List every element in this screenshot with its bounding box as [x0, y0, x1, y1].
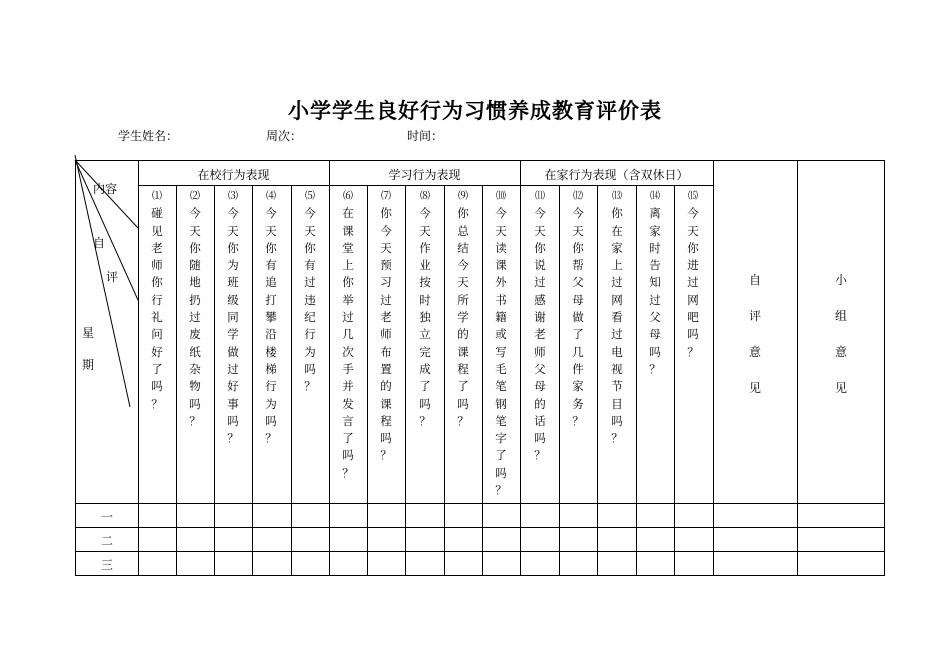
question-char: 你	[457, 206, 469, 221]
question-char: 写	[495, 344, 507, 359]
question-char: 所	[457, 292, 469, 307]
question-char: 立	[419, 327, 431, 342]
time-label: 时间：	[407, 129, 444, 143]
question-number: ⑸	[305, 191, 315, 202]
question-column-15	[684, 188, 702, 361]
question-char: 吗	[457, 396, 469, 411]
question-char: 课	[457, 344, 469, 359]
question-char: 天	[419, 223, 431, 238]
question-char: 总	[457, 223, 469, 238]
question-column-1	[148, 188, 166, 413]
question-char: 了	[457, 379, 469, 394]
question-char: 礼	[151, 310, 163, 325]
question-char: 预	[380, 258, 392, 273]
question-number: ⑾	[535, 191, 545, 202]
question-char: 告	[649, 258, 661, 273]
group-opinion-char: 见	[834, 381, 847, 395]
question-column-6	[339, 188, 357, 482]
question-char: 为	[227, 258, 239, 273]
group-home-header: 在家行为表现（含双休日）	[544, 168, 689, 182]
question-char: ？	[265, 431, 277, 446]
question-char: 今	[534, 206, 546, 221]
group-study-header: 学习行为表现	[388, 168, 461, 182]
question-char: 外	[495, 275, 507, 290]
question-char: 过	[342, 310, 354, 325]
question-char: 过	[649, 292, 661, 307]
group-opinion-char: 小	[834, 273, 847, 287]
question-char: 毛	[495, 361, 507, 376]
question-char: 你	[572, 240, 584, 255]
question-char: 天	[304, 223, 316, 238]
question-char: 程	[380, 413, 392, 428]
question-char: 你	[227, 240, 239, 255]
question-char: 为	[304, 344, 316, 359]
question-char: 今	[380, 223, 392, 238]
question-char: 行	[304, 327, 316, 342]
question-number: ⒂	[688, 191, 698, 202]
question-number: ⑹	[343, 191, 353, 202]
question-char: 行	[151, 292, 163, 307]
self-opinion-text	[747, 262, 763, 406]
question-char: ？	[572, 413, 584, 428]
question-column-14	[646, 188, 664, 378]
question-column-8	[416, 188, 434, 430]
question-column-13	[608, 188, 626, 447]
question-char: 时	[419, 292, 431, 307]
question-column-4	[262, 188, 280, 447]
question-char: 今	[457, 258, 469, 273]
question-char: 班	[227, 275, 239, 290]
question-char: 过	[380, 292, 392, 307]
question-char: 有	[304, 258, 316, 273]
question-char: 书	[495, 292, 507, 307]
question-char: 天	[457, 275, 469, 290]
question-char: ？	[457, 413, 469, 428]
question-char: 几	[572, 344, 584, 359]
question-char: ？	[227, 431, 239, 446]
question-char: 吗	[534, 431, 546, 446]
question-char: 过	[534, 275, 546, 290]
question-char: 过	[611, 327, 623, 342]
question-char: 母	[649, 327, 661, 342]
question-char: 杂	[189, 361, 201, 376]
question-char: 并	[342, 379, 354, 394]
question-char: 父	[649, 310, 661, 325]
question-char: 天	[380, 240, 392, 255]
question-char: 举	[342, 292, 354, 307]
question-char: 看	[611, 310, 623, 325]
question-char: 在	[611, 223, 623, 238]
question-char: 今	[227, 206, 239, 221]
question-char: 目	[611, 396, 623, 411]
question-char: 今	[419, 206, 431, 221]
question-char: 吗	[342, 448, 354, 463]
question-column-5	[301, 188, 319, 396]
question-char: 你	[304, 240, 316, 255]
question-char: 发	[342, 396, 354, 411]
question-char: 天	[495, 223, 507, 238]
question-char: 学	[227, 327, 239, 342]
question-char: 今	[572, 206, 584, 221]
question-char: 作	[419, 240, 431, 255]
question-char: 了	[419, 379, 431, 394]
question-char: 行	[265, 379, 277, 394]
question-char: 你	[534, 240, 546, 255]
group-opinion-text	[833, 262, 849, 406]
question-char: 老	[380, 310, 392, 325]
question-char: 时	[649, 240, 661, 255]
question-char: 师	[151, 258, 163, 273]
question-char: 学	[457, 310, 469, 325]
question-char: 置	[380, 361, 392, 376]
question-char: 课	[380, 396, 392, 411]
question-column-2	[186, 188, 204, 430]
question-char: 进	[687, 258, 699, 273]
question-char: 为	[265, 396, 277, 411]
question-char: 字	[495, 431, 507, 446]
question-char: 上	[342, 258, 354, 273]
question-char: 今	[495, 206, 507, 221]
question-char: 父	[572, 275, 584, 290]
question-number: ⑻	[420, 191, 430, 202]
question-char: ？	[495, 483, 507, 498]
question-char: 了	[572, 327, 584, 342]
question-char: ？	[342, 465, 354, 480]
row-label-1: 一	[100, 510, 113, 524]
question-char: 好	[151, 344, 163, 359]
question-char: 家	[611, 240, 623, 255]
question-char: 师	[380, 327, 392, 342]
question-char: 梯	[265, 361, 277, 376]
question-char: 老	[151, 240, 163, 255]
question-char: 天	[572, 223, 584, 238]
question-char: 上	[611, 258, 623, 273]
question-char: ？	[151, 396, 163, 411]
question-char: 吗	[227, 413, 239, 428]
question-char: 追	[265, 275, 277, 290]
question-char: 老	[534, 327, 546, 342]
question-char: 籍	[495, 310, 507, 325]
question-char: 家	[649, 223, 661, 238]
question-char: 有	[265, 258, 277, 273]
self-opinion-char: 见	[748, 381, 761, 395]
question-char: 天	[265, 223, 277, 238]
question-char: ？	[649, 361, 661, 376]
question-char: 成	[419, 361, 431, 376]
question-char: 吗	[649, 344, 661, 359]
question-char: 件	[572, 361, 584, 376]
question-char: 网	[687, 292, 699, 307]
question-char: 今	[304, 206, 316, 221]
self-opinion-char: 意	[748, 345, 761, 359]
question-char: 吧	[687, 310, 699, 325]
question-char: 碰	[151, 206, 163, 221]
question-char: 吗	[151, 379, 163, 394]
question-number: ⑼	[458, 191, 468, 202]
question-char: 课	[342, 223, 354, 238]
corner-eval-label: 评	[106, 270, 119, 284]
question-char: 你	[265, 240, 277, 255]
question-char: 过	[687, 275, 699, 290]
question-char: 吗	[419, 396, 431, 411]
question-char: 完	[419, 344, 431, 359]
corner-self-label: 自	[93, 236, 106, 250]
question-char: 言	[342, 413, 354, 428]
question-char: 的	[534, 396, 546, 411]
question-char: 纸	[189, 344, 201, 359]
question-char: 课	[495, 258, 507, 273]
question-char: 今	[265, 206, 277, 221]
week-label: 周次：	[266, 129, 303, 143]
question-char: 今	[687, 206, 699, 221]
question-char: 钢	[495, 396, 507, 411]
question-char: 你	[189, 240, 201, 255]
question-char: 堂	[342, 240, 354, 255]
question-char: 天	[227, 223, 239, 238]
question-column-9	[454, 188, 472, 430]
group-opinion-char: 意	[834, 345, 847, 359]
question-column-7	[377, 188, 395, 465]
corner-qi-label: 期	[82, 358, 95, 372]
question-char: 问	[151, 327, 163, 342]
question-char: 过	[611, 275, 623, 290]
question-char: 离	[649, 206, 661, 221]
question-char: 笔	[495, 413, 507, 428]
corner-content-label: 内容	[93, 182, 118, 196]
question-char: 随	[189, 258, 201, 273]
question-char: 天	[687, 223, 699, 238]
question-char: ？	[611, 431, 623, 446]
question-char: ？	[419, 413, 431, 428]
question-char: 务	[572, 396, 584, 411]
question-char: 母	[572, 292, 584, 307]
question-char: 过	[189, 310, 201, 325]
question-column-3	[224, 188, 242, 447]
question-char: 按	[419, 275, 431, 290]
question-char: 了	[151, 361, 163, 376]
question-char: 地	[189, 275, 201, 290]
corner-xing-label: 星	[82, 326, 95, 340]
question-char: 天	[534, 223, 546, 238]
question-char: 读	[495, 240, 507, 255]
question-char: 知	[649, 275, 661, 290]
question-char: 结	[457, 240, 469, 255]
question-char: 你	[151, 275, 163, 290]
question-char: ？	[304, 379, 316, 394]
row-label-3: 三	[100, 558, 113, 572]
question-char: 吗	[611, 413, 623, 428]
student-name-label: 学生姓名：	[118, 129, 179, 143]
question-char: 见	[151, 223, 163, 238]
self-opinion-char: 自	[748, 273, 761, 287]
question-char: 事	[227, 396, 239, 411]
question-char: 父	[534, 361, 546, 376]
question-char: 吗	[304, 361, 316, 376]
question-char: 在	[342, 206, 354, 221]
question-char: ？	[687, 344, 699, 359]
question-char: 你	[342, 275, 354, 290]
question-number: ⑿	[573, 191, 583, 202]
question-char: 网	[611, 292, 623, 307]
question-char: 业	[419, 258, 431, 273]
question-char: 级	[227, 292, 239, 307]
question-char: 做	[572, 310, 584, 325]
question-char: 师	[534, 344, 546, 359]
question-char: 视	[611, 361, 623, 376]
self-opinion-char: 评	[748, 309, 761, 323]
question-char: 打	[265, 292, 277, 307]
question-number: ⑴	[152, 191, 162, 202]
question-char: ？	[380, 448, 392, 463]
question-char: 攀	[265, 310, 277, 325]
question-char: 楼	[265, 344, 277, 359]
question-char: 吗	[687, 327, 699, 342]
question-char: 吗	[380, 431, 392, 446]
question-char: 违	[304, 292, 316, 307]
question-char: 或	[495, 327, 507, 342]
page-title: 小学学生良好行为习惯养成教育评价表	[288, 99, 662, 123]
question-char: 的	[380, 379, 392, 394]
question-char: 布	[380, 344, 392, 359]
question-char: ？	[189, 413, 201, 428]
question-char: 今	[189, 206, 201, 221]
question-char: 程	[457, 361, 469, 376]
question-char: ？	[534, 448, 546, 463]
question-number: ⑶	[228, 191, 238, 202]
question-char: 帮	[572, 258, 584, 273]
question-char: 习	[380, 275, 392, 290]
question-char: 独	[419, 310, 431, 325]
question-char: 沿	[265, 327, 277, 342]
question-char: 几	[342, 327, 354, 342]
question-char: 谢	[534, 310, 546, 325]
question-char: 过	[304, 275, 316, 290]
question-char: 了	[342, 431, 354, 446]
question-char: 次	[342, 344, 354, 359]
question-char: 同	[227, 310, 239, 325]
question-column-10	[492, 188, 510, 499]
group-opinion-char: 组	[834, 309, 847, 323]
question-char: 感	[534, 292, 546, 307]
question-char: 吗	[265, 413, 277, 428]
question-char: 扔	[189, 292, 201, 307]
question-char: 话	[534, 413, 546, 428]
question-char: 电	[611, 344, 623, 359]
question-char: 你	[611, 206, 623, 221]
question-char: 做	[227, 344, 239, 359]
question-char: 笔	[495, 379, 507, 394]
question-char: 了	[495, 448, 507, 463]
question-char: 家	[572, 379, 584, 394]
question-char: 纪	[304, 310, 316, 325]
question-char: 物	[189, 379, 201, 394]
question-number: ⒁	[650, 191, 660, 202]
question-char: 你	[687, 240, 699, 255]
question-column-12	[569, 188, 587, 430]
question-char: 吗	[495, 465, 507, 480]
row-label-2: 二	[100, 534, 113, 548]
question-column-11	[531, 188, 549, 465]
question-char: 说	[534, 258, 546, 273]
question-number: ⒀	[612, 191, 622, 202]
question-char: 过	[227, 361, 239, 376]
question-char: 你	[380, 206, 392, 221]
question-char: 好	[227, 379, 239, 394]
question-number: ⑽	[496, 191, 506, 202]
question-number: ⑵	[190, 191, 200, 202]
question-char: 天	[189, 223, 201, 238]
group-school-header: 在校行为表现	[197, 168, 270, 182]
question-number: ⑺	[381, 191, 391, 202]
question-char: 节	[611, 379, 623, 394]
question-number: ⑷	[266, 191, 276, 202]
question-char: 手	[342, 361, 354, 376]
question-char: 的	[457, 327, 469, 342]
question-char: 母	[534, 379, 546, 394]
question-char: 废	[189, 327, 201, 342]
question-char: 吗	[189, 396, 201, 411]
